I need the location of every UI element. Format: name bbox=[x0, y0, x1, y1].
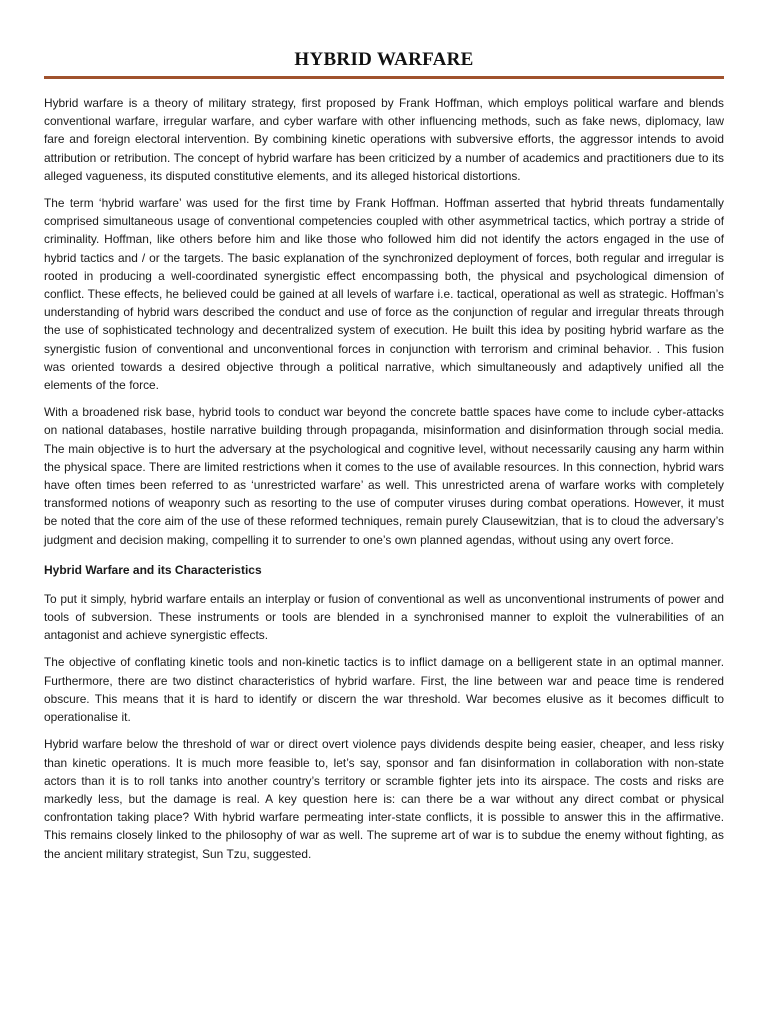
paragraph-intro: Hybrid warfare is a theory of military strategy, first proposed by Frank Hoffman, which employs political warfare and blends conventional warfare, irregular warfare, and cyber warfare with other influencing methods, such as fake news, diplomacy, law fare and foreign electoral intervention. By combining kinetic operations with subversive efforts, the aggressor intends to avoid attribution or retribution. The concept of hybrid warfare has been criticized by a number of academics and practitioners due to its alleged vagueness, its disputed constitutive elements, and its alleged historical distortions. bbox=[44, 96, 724, 183]
title-underline bbox=[44, 76, 724, 79]
paragraph-definition: To put it simply, hybrid warfare entails an interplay or fusion of conventional as well as unconventional instruments of power and tools of subversion. These instruments or tools are blended in a synchronised manner to exploit the vulnerabilities of an antagonist and achieve synergistic effects. bbox=[44, 591, 724, 643]
section-heading: Hybrid Warfare and its Characteristics bbox=[44, 562, 262, 577]
paragraph-objective: The objective of conflating kinetic tools and non-kinetic tactics is to inflict damage on a belligerent state in an optimal manner. Furthermore, there are two distinct characteristics of hybrid warfare. First, the line between war and peace time is rendered obscure. This means that it is hard to identify or discern the war threshold. War becomes elusive as it becomes difficult to operationalise it. bbox=[44, 655, 724, 725]
document-body bbox=[44, 94, 724, 872]
paragraph-threshold: Hybrid warfare below the threshold of war or direct overt violence pays dividends despite being easier, cheaper, and less risky than kinetic operations. It is much more feasible to, let’s say, sponsor and fan disinformation in collaboration with non-state actors than it is to roll tanks into another country’s territory or scramble fighter jets into its airspace. The costs and risks are markedly less, but the damage is real. A key question here is: can there be a war without any direct combat or physical confrontation taking place? With hybrid warfare permeating inter-state conflicts, it is possible to answer this in the affirmative. This remains closely linked to the philosophy of war as well. The supreme art of war is to subdue the enemy without fighting, as the ancient military strategist, Sun Tzu, suggested. bbox=[44, 737, 724, 861]
paragraph-risk-base: With a broadened risk base, hybrid tools to conduct war beyond the concrete battle spaces have come to include cyber-attacks on national databases, hostile narrative building through propaganda, misinformation and disinformation through social media. The main objective is to hurt the adversary at the psychological and cognitive level, without necessarily causing any harm within the physical space. There are limited restrictions when it comes to the use of available resources. In this connection, hybrid wars have often times been referred to as ‘unrestricted warfare’ as well. This unrestricted arena of warfare works with completely transformed notions of weaponry such as resorting to the use of computer viruses during combat operations. However, it must be noted that the core aim of the use of these reformed techniques, remain purely Clausewitzian, that is to cloud the adversary’s judgment and decision making, compelling it to surrender to one’s own planned agendas, without using any overt force. bbox=[44, 405, 724, 547]
paragraph-term-origin: The term ‘hybrid warfare’ was used for the first time by Frank Hoffman. Hoffman asserted that hybrid threats fundamentally comprised simultaneous usage of conventional competencies coupled with other asymmetrical tactics, which portray a stride of criminality. Hoffman, like others before him and like those who followed him did not identify the actors engaged in the use of hybrid tactics and / or the targets. The basic explanation of the synchronized deployment of forces, both regular and irregular is rooted in producing a well-coordinated synergistic effect encompassing both, the physical and psychological dimension of conflict. These effects, he believed could be gained at all levels of warfare i.e. tactical, operational as well as strategic. Hoffman’s understanding of hybrid wars described the conduct and use of force as the conjunction of regular and irregular threats through the use of sophisticated technology and decentralized system of execution. He built this idea by positing hybrid warfare as the synergistic fusion of conventional and unconventional forces in conjunction with terrorism and criminal behavior. . This fusion was oriented towards a desired objective through a political narrative, which simultaneously and adaptively unified all the elements of the force. bbox=[44, 196, 724, 393]
document-title: HYBRID WARFARE bbox=[294, 49, 474, 70]
